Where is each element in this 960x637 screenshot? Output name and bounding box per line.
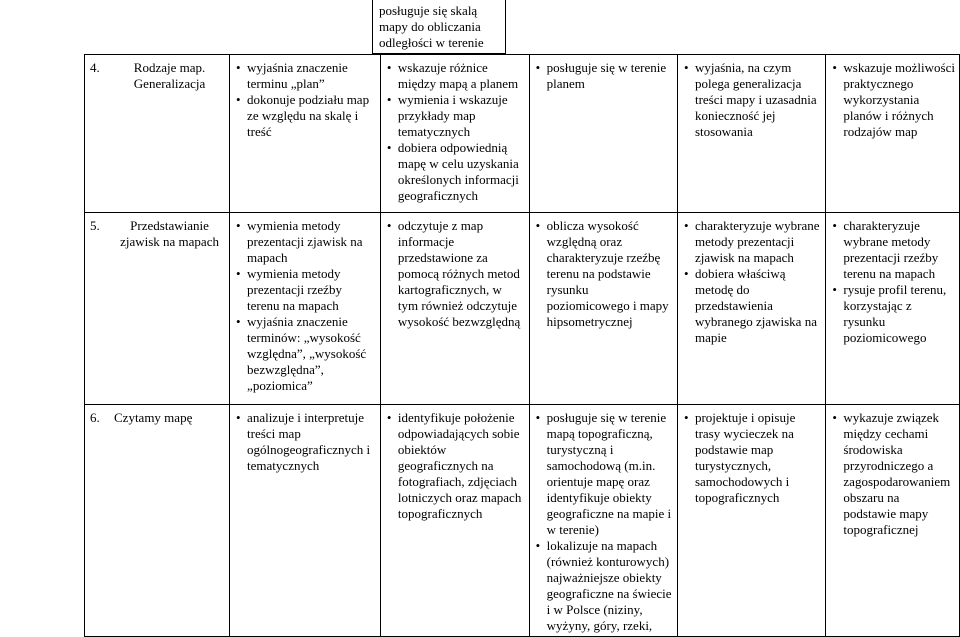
requirements-cell <box>826 405 960 637</box>
list-item: • wymienia metody prezentacji rzeźby terenu na mapach <box>235 266 376 314</box>
requirements-cell <box>529 213 677 405</box>
topic-title: Czytamy mapę <box>114 410 193 425</box>
list-item: • wskazuje możliwości praktycznego wykorzystania planów i różnych rodzajów map <box>831 60 955 140</box>
list-item: • charakteryzuje wybrane metody prezentacji zjawisk na mapach <box>683 218 821 266</box>
requirements-cell <box>380 405 529 637</box>
table-row <box>85 213 960 405</box>
list-item: • dobiera właściwą metodę do przedstawienia wybranego zjawiska na mapie <box>683 266 821 346</box>
curriculum-table <box>84 54 960 637</box>
requirements-cell <box>230 405 381 637</box>
list-item: • analizuje i interpretuje treści map ogólnogeograficznych i tematycznych <box>235 410 376 474</box>
list-item: • posługuje się w terenie mapą topograficzną, turystyczną i samochodową (m.in. orientuje mapę oraz identyfikuje obiekty geograficzne na mapie i w terenie) <box>535 410 673 538</box>
requirements-cell <box>677 55 825 213</box>
list-item: • dokonuje podziału map ze względu na skalę i treść <box>235 92 376 140</box>
list-item: • wyjaśnia znaczenie terminu „plan” <box>235 60 376 92</box>
requirements-cell <box>230 213 381 405</box>
topic-cell <box>85 405 230 637</box>
list-item: • wymienia metody prezentacji zjawisk na mapach <box>235 218 376 266</box>
top-cell-line: odległości w terenie <box>379 35 484 50</box>
requirements-cell <box>826 55 960 213</box>
requirements-cell <box>826 213 960 405</box>
requirements-cell <box>677 405 825 637</box>
list-item: • oblicza wysokość względną oraz charakteryzuje rzeźbę terenu na podstawie rysunku poziomicowego i mapy hipsometrycznej <box>535 218 673 330</box>
list-item: • charakteryzuje wybrane metody prezentacji rzeźby terenu na mapach <box>831 218 955 282</box>
list-item: • wykazuje związek między cechami środowiska przyrodniczego a zagospodarowaniem obszaru na podstawie mapy topograficznej <box>831 410 955 538</box>
row-number: 4. <box>90 60 100 75</box>
top-cell-line: posługuje się skalą <box>379 3 478 18</box>
requirements-cell <box>677 213 825 405</box>
list-item: • dobiera odpowiednią mapę w celu uzyskania określonych informacji geograficznych <box>386 140 525 204</box>
list-item: • odczytuje z map informacje przedstawione za pomocą różnych metod kartograficznych, w tym również odczytuje wysokość bezwzględną <box>386 218 525 330</box>
list-item: • lokalizuje na mapach (również konturowych) najważniejsze obiekty geograficzne na świecie i w Polsce (niziny, wyżyny, góry, rzeki, <box>535 538 673 634</box>
topic-title: Rodzaje map. Generalizacja <box>133 60 206 91</box>
top-cell-fragment <box>372 0 506 54</box>
list-item: • wyjaśnia znaczenie terminów: „wysokość względna”, „wysokość bezwzględna”, „poziomica” <box>235 314 376 394</box>
table-row <box>85 55 960 213</box>
requirements-cell <box>529 405 677 637</box>
list-item: • rysuje profil terenu, korzystając z rysunku poziomicowego <box>831 282 955 346</box>
topic-cell <box>85 213 230 405</box>
list-item: • wskazuje różnice między mapą a planem <box>386 60 525 92</box>
topic-cell <box>85 55 230 213</box>
list-item: • wymienia i wskazuje przykłady map tematycznych <box>386 92 525 140</box>
requirements-cell <box>529 55 677 213</box>
list-item: • posługuje się w terenie planem <box>535 60 673 92</box>
row-number: 6. <box>90 410 100 425</box>
list-item: • projektuje i opisuje trasy wycieczek na podstawie map turystycznych, samochodowych i topograficznych <box>683 410 821 506</box>
requirements-cell <box>380 213 529 405</box>
list-item: • wyjaśnia, na czym polega generalizacja treści mapy i uzasadnia konieczność jej stosowania <box>683 60 821 140</box>
requirements-cell <box>380 55 529 213</box>
list-item: • identyfikuje położenie odpowiadających sobie obiektów geograficznych na fotografiach, zdjęciach lotniczych oraz mapach topograficznych <box>386 410 525 522</box>
table-row <box>85 405 960 637</box>
top-cell-line: mapy do obliczania <box>379 19 481 34</box>
topic-title: Przedstawianie zjawisk na mapach <box>120 218 219 249</box>
row-number: 5. <box>90 218 100 233</box>
requirements-cell <box>230 55 381 213</box>
